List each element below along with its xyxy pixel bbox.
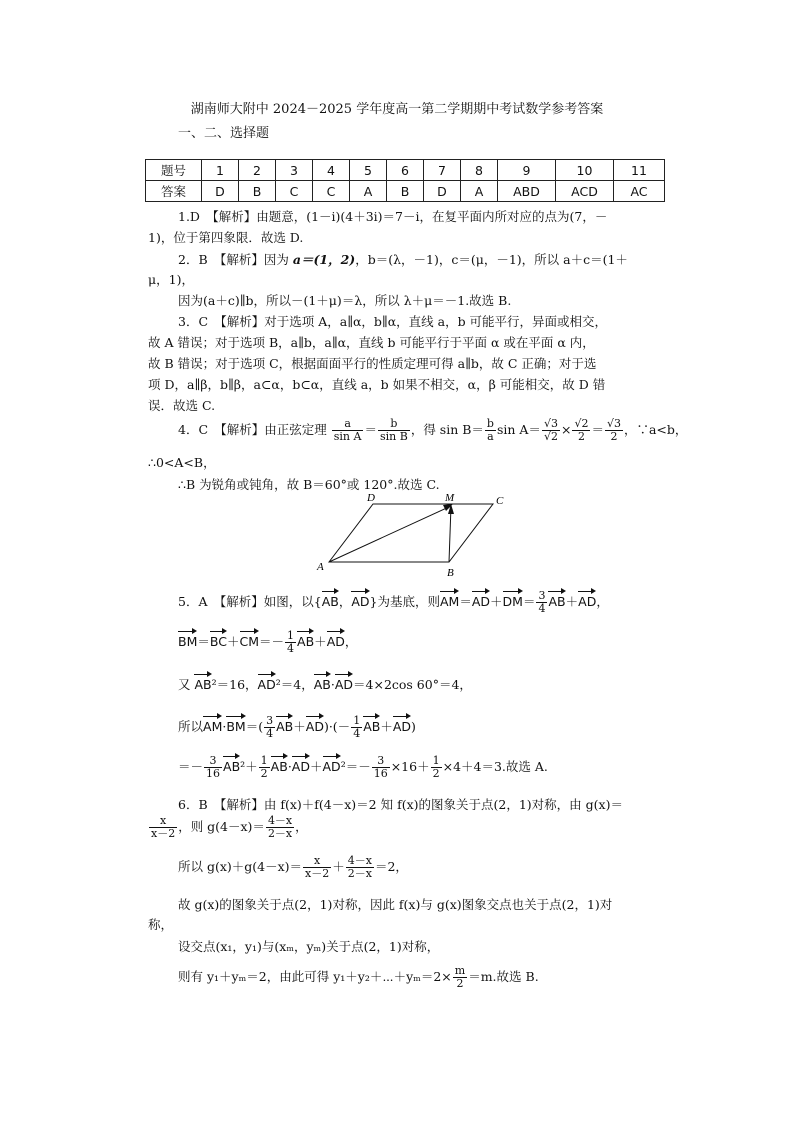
table-cell: 5 bbox=[350, 160, 387, 181]
vector-ad: AD bbox=[322, 759, 341, 774]
q3-line-3: 故 B 错误；对于选项 C，根据面面平行的性质定理可得 a∥b，故 C 正确；对于选 bbox=[148, 356, 597, 371]
table-cell: 答案 bbox=[146, 181, 202, 202]
vector-ad: AD bbox=[305, 719, 324, 734]
denominator: x－2 bbox=[151, 827, 176, 840]
vector-ad: AD bbox=[351, 594, 370, 609]
fraction bbox=[303, 855, 331, 880]
q6-line-6: 设交点(x₁，y₁)与(xₘ，yₘ)关于点(2，1)对称， bbox=[178, 939, 440, 954]
numerator: √3 bbox=[606, 417, 621, 430]
q2-line-3: 因为(a＋c)∥b，所以－(1＋μ)＝λ，所以 λ＋μ＝－1.故选 B. bbox=[178, 293, 512, 308]
denominator: 4 bbox=[538, 602, 546, 615]
denominator: 16 bbox=[206, 767, 221, 780]
table-cell: 8 bbox=[461, 160, 498, 181]
vector-bc: BC bbox=[209, 634, 227, 649]
table-cell: 题号 bbox=[146, 160, 202, 181]
q5-text: ×16＋ bbox=[390, 759, 430, 774]
fraction bbox=[346, 855, 374, 880]
table-cell: D bbox=[424, 181, 461, 202]
q5-line-5: ＝－ $\frac{3}{16}$ AB²＋ $\frac{1}{2}$ AB·AD＋AD²＝－ $\frac{3}{16}$ ×16＋ $\frac{1}{2}$ ×4＋4＝3.故选 A. bbox=[178, 754, 548, 780]
table-cell: D bbox=[202, 181, 239, 202]
table-cell: 2 bbox=[239, 160, 276, 181]
q6-line-3: 所以 g(x)＋g(4－x)＝ $\frac{x}{x-2}$ ＋ $\frac{4-x}{2-x}$ ＝2， bbox=[178, 854, 408, 880]
q2-rest: ，b＝(λ，－1)，c＝(μ，－1)，所以 a＋c＝(1＋ bbox=[355, 252, 628, 267]
q6-line-2 bbox=[148, 815, 308, 840]
numerator: x bbox=[149, 815, 177, 828]
label-m: M bbox=[445, 492, 455, 504]
fraction bbox=[204, 755, 222, 780]
fraction bbox=[605, 418, 623, 443]
vector-ab: AB bbox=[270, 759, 288, 774]
numerator: 1 bbox=[432, 754, 440, 767]
denominator: 2 bbox=[260, 767, 268, 780]
q4-text: ，得 sin B＝ bbox=[410, 422, 484, 437]
table-cell: 1 bbox=[202, 160, 239, 181]
fraction bbox=[542, 418, 560, 443]
q3-line-5: 误．故选 C. bbox=[148, 398, 216, 413]
numerator: 1 bbox=[260, 754, 268, 767]
fraction bbox=[266, 815, 294, 840]
q6-text: ＝2， bbox=[374, 859, 408, 874]
denominator: 4 bbox=[287, 642, 295, 655]
vector-ad: AD bbox=[326, 634, 345, 649]
table-cell: 7 bbox=[424, 160, 461, 181]
vector-bm: BM bbox=[178, 634, 198, 649]
q6-line-4: 故 g(x)的图象关于点(2，1)对称，因此 f(x)与 g(x)图象交点也关于点(2，1)对 bbox=[178, 897, 613, 912]
fraction bbox=[351, 715, 362, 740]
numerator: 1 bbox=[353, 714, 361, 727]
vector-ab: AB bbox=[194, 677, 212, 692]
numerator: a bbox=[332, 418, 364, 431]
label-d: D bbox=[367, 492, 375, 504]
vector-cm: CM bbox=[239, 634, 260, 649]
denominator: 2 bbox=[577, 430, 585, 443]
table-cell: B bbox=[239, 181, 276, 202]
q5-text: 又 bbox=[178, 677, 195, 692]
q3-line-2: 故 A 错误；对于选项 B，a∥b，a∥α，直线 b 可能平行于平面 α 或在平面 α 内， bbox=[148, 335, 595, 350]
table-cell: 11 bbox=[614, 160, 665, 181]
q5-text: ×4＋4＝3.故选 A. bbox=[442, 759, 548, 774]
q5-text: 所以 bbox=[178, 719, 204, 734]
numerator: x bbox=[303, 855, 331, 868]
numerator: 3 bbox=[372, 755, 390, 768]
denominator: 4 bbox=[353, 727, 361, 740]
q1-line-1: 1.D 【解析】由题意，(1－i)(4＋3i)＝7－i，在复平面内所对应的点为(7，－ bbox=[178, 209, 608, 224]
numerator: 1 bbox=[287, 629, 295, 642]
denominator: sin A bbox=[333, 430, 362, 443]
q5-text: ²＝4， bbox=[275, 677, 314, 692]
q6-text: ， bbox=[295, 819, 308, 834]
q2-line-2: μ，1)， bbox=[148, 272, 194, 287]
vector-bm: BM bbox=[226, 719, 246, 734]
vector-ab: AB bbox=[297, 634, 315, 649]
numerator: √2 bbox=[574, 417, 589, 430]
q6-text: ＝m.故选 B. bbox=[468, 969, 539, 984]
answer-table bbox=[145, 159, 665, 202]
fraction bbox=[572, 418, 590, 443]
denominator: x－2 bbox=[305, 867, 330, 880]
q2-prefix: 2．B 【解析】因为 bbox=[178, 252, 293, 267]
denominator: sin B bbox=[379, 430, 408, 443]
denominator: √2 bbox=[543, 430, 558, 443]
vector-ad: AD bbox=[257, 677, 276, 692]
fraction bbox=[149, 815, 177, 840]
vector-ad: AD bbox=[392, 719, 412, 734]
table-cell: C bbox=[313, 181, 350, 202]
numerator: 3 bbox=[204, 755, 222, 768]
table-cell: A bbox=[461, 181, 498, 202]
fraction bbox=[485, 418, 496, 443]
equals: ＝ bbox=[591, 422, 604, 437]
q4-line-1 bbox=[178, 418, 687, 443]
table-cell: 10 bbox=[556, 160, 614, 181]
fraction bbox=[431, 755, 442, 780]
denominator: 4 bbox=[266, 727, 274, 740]
label-b: B bbox=[447, 567, 454, 579]
segment-bm bbox=[449, 506, 451, 562]
numerator: 3 bbox=[538, 589, 546, 602]
table-cell: 9 bbox=[498, 160, 556, 181]
q4-line-3: ∴B 为锐角或钝角，故 B＝60°或 120°.故选 C. bbox=[178, 477, 440, 492]
fraction bbox=[264, 715, 275, 740]
numerator: b bbox=[486, 417, 494, 430]
q5-text: }为基底，则 bbox=[369, 594, 440, 609]
q6-text: 所以 g(x)＋g(4－x)＝ bbox=[178, 859, 303, 874]
q6-text: ，则 g(4－x)＝ bbox=[178, 819, 265, 834]
table-row bbox=[146, 160, 665, 181]
numerator: 4－x bbox=[347, 854, 372, 867]
q4-text: ，∵a<b， bbox=[623, 422, 688, 437]
q2-vector-a: a＝(1，2) bbox=[292, 252, 356, 267]
denominator: 2－x bbox=[347, 867, 372, 880]
q6-line-1: 6．B 【解析】由 f(x)＋f(4－x)＝2 知 f(x)的图象关于点(2，1)对称，由 g(x)＝ bbox=[178, 797, 623, 812]
equals: ＝ bbox=[364, 422, 377, 437]
q5-line-3: 又 AB²＝16，AD²＝4，AB·AD＝4×2cos 60°＝4， bbox=[178, 677, 472, 692]
fraction bbox=[285, 630, 296, 655]
table-row bbox=[146, 181, 665, 202]
q5-text: ＝4×2cos 60°＝4， bbox=[353, 677, 472, 692]
q5-line-1: 5．A 【解析】如图，以{AB，AD}为基底，则AM＝AD＋DM＝ $\frac{3}{4}$ AB＋AD， bbox=[178, 589, 609, 615]
denominator: 2－x bbox=[267, 827, 293, 840]
fraction bbox=[378, 418, 410, 443]
q4-line-2: ∴0<A<B， bbox=[148, 455, 216, 470]
q4-prefix: 4．C 【解析】由正弦定理 bbox=[178, 422, 327, 437]
q6-line-7 bbox=[178, 965, 539, 990]
vector-ab: AB bbox=[313, 677, 331, 692]
q2-line-1 bbox=[178, 250, 628, 268]
table-cell: C bbox=[276, 181, 313, 202]
denominator: 16 bbox=[373, 767, 388, 780]
vector-am: AM bbox=[439, 594, 460, 609]
parallelogram-abcd bbox=[329, 504, 493, 562]
q5-prefix: 5．A 【解析】如图，以{ bbox=[178, 594, 322, 609]
fraction bbox=[372, 755, 390, 780]
fraction bbox=[453, 965, 467, 990]
q4-text: sin A＝ bbox=[496, 422, 541, 437]
numerator: √3 bbox=[543, 417, 558, 430]
numerator: 4－x bbox=[267, 814, 293, 827]
label-a: A bbox=[317, 561, 324, 573]
table-cell: B bbox=[387, 181, 424, 202]
table-cell: AC bbox=[614, 181, 665, 202]
denominator: a bbox=[487, 430, 494, 443]
vector-ad: AD bbox=[334, 677, 354, 692]
table-cell: ABD bbox=[498, 181, 556, 202]
page-title: 湖南师大附中 2024－2025 学年度高一第二学期期中考试数学参考答案 bbox=[190, 102, 604, 117]
vector-ab: AB bbox=[321, 594, 339, 609]
q3-line-1: 3．C 【解析】对于选项 A，a∥α，b∥α，直线 a，b 可能平行，异面或相交， bbox=[178, 314, 608, 329]
q1-line-2: 1)，位于第四象限．故选 D. bbox=[148, 230, 304, 245]
q6-line-5: 称， bbox=[148, 917, 174, 932]
section-heading: 一、二、选择题 bbox=[178, 126, 270, 141]
parallelogram-figure bbox=[315, 490, 515, 580]
table-cell: 6 bbox=[387, 160, 424, 181]
numerator: 3 bbox=[266, 714, 274, 727]
vector-ad: AD bbox=[578, 594, 597, 609]
vector-am: AM bbox=[203, 719, 223, 734]
table-cell: 4 bbox=[313, 160, 350, 181]
q5-line-4: 所以AM·BM＝( $\frac{3}{4}$ AB＋AD)·(－ $\frac{1}{4}$ AB＋AD) bbox=[178, 714, 416, 740]
q5-line-2: BM＝BC＋CM＝－ $\frac{1}{4}$ AB＋AD， bbox=[178, 629, 358, 655]
vector-ab: AB bbox=[276, 719, 294, 734]
vector-ad: AD bbox=[471, 594, 491, 609]
times: × bbox=[560, 422, 572, 437]
fraction bbox=[332, 418, 364, 443]
vector-ab: AB bbox=[548, 594, 566, 609]
segment-am bbox=[329, 506, 451, 562]
q5-text: ²＝16， bbox=[211, 677, 258, 692]
numerator: m bbox=[454, 964, 466, 977]
denominator: 2 bbox=[432, 767, 440, 780]
q6-text: 则有 y₁＋yₘ＝2，由此可得 y₁＋y₂＋⋯＋yₘ＝2× bbox=[178, 969, 452, 984]
sep: ， bbox=[338, 594, 352, 609]
denominator: 2 bbox=[610, 430, 618, 443]
fraction bbox=[536, 590, 547, 615]
vector-ad: AD bbox=[291, 759, 310, 774]
label-c: C bbox=[496, 495, 504, 507]
table-cell: ACD bbox=[556, 181, 614, 202]
vector-ab: AB bbox=[363, 719, 381, 734]
vector-ab: AB bbox=[223, 759, 241, 774]
numerator: b bbox=[378, 418, 410, 431]
fraction bbox=[259, 755, 270, 780]
table-cell: A bbox=[350, 181, 387, 202]
vector-dm: DM bbox=[502, 594, 523, 609]
q3-line-4: 项 D，a∥β，b∥β，a⊂α，b⊂α，直线 a，b 如果不相交，α，β 可能相交，故 D 错 bbox=[148, 377, 606, 392]
table-cell: 3 bbox=[276, 160, 313, 181]
denominator: 2 bbox=[456, 977, 464, 990]
